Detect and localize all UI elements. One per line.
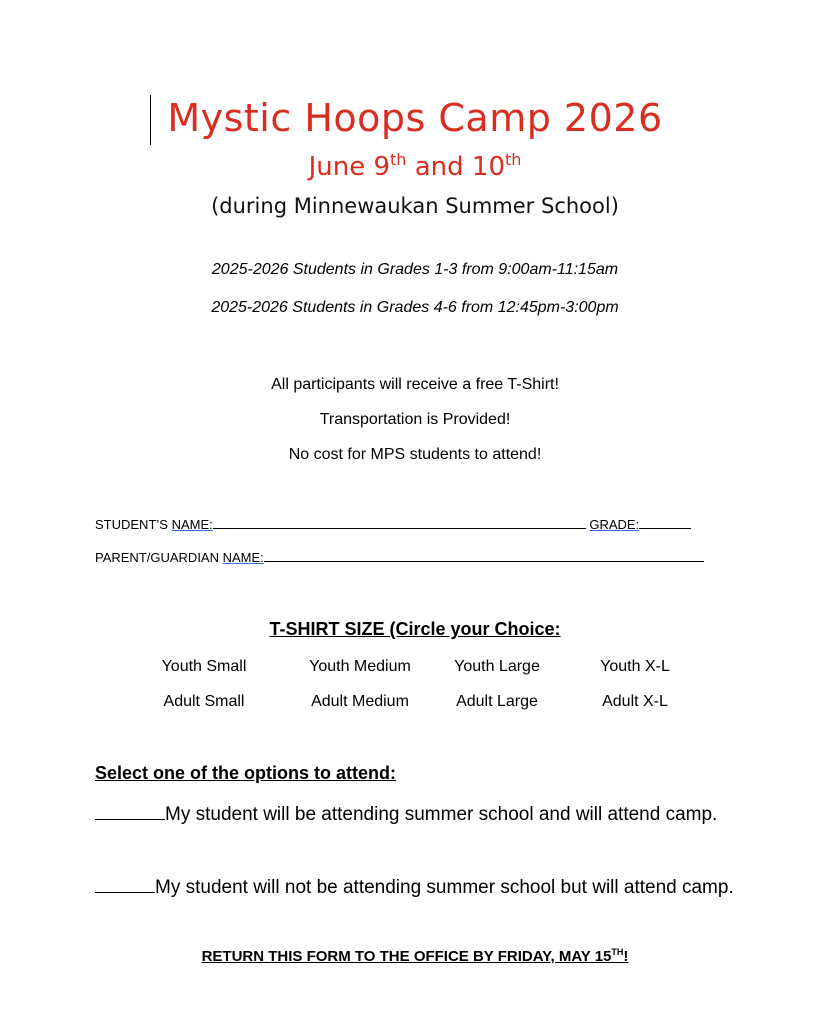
- return-sup: TH: [611, 947, 624, 957]
- option-2-text: My student will not be attending summer school but will attend camp.: [155, 877, 734, 898]
- date-sup-2: th: [504, 150, 522, 169]
- parent-name-label: NAME:: [222, 550, 264, 565]
- date-text-2: and 10: [406, 152, 505, 182]
- info-line-tshirt: All participants will receive a free T-Shirt!: [271, 376, 559, 393]
- info-line-transport: Transportation is Provided!: [319, 411, 511, 428]
- size-adult-large[interactable]: Adult Large: [456, 693, 538, 710]
- option-1-blank[interactable]: [95, 801, 165, 820]
- subtitle: (during Minnewaukan Summer School): [211, 194, 619, 218]
- schedule-line-2: 2025-2026 Students in Grades 4-6 from 12:45pm-3:00pm: [211, 299, 619, 316]
- student-label-prefix: STUDENT’S: [95, 517, 172, 532]
- camp-dates: [0, 152, 830, 182]
- tshirt-size-title: T-SHIRT SIZE (Circle your Choice:: [269, 619, 561, 639]
- size-adult-medium[interactable]: Adult Medium: [311, 693, 409, 710]
- parent-label-prefix: PARENT/GUARDIAN: [95, 550, 223, 565]
- date-text-1: June 9: [308, 152, 391, 182]
- option-1-text: My student will be attending summer school and will attend camp.: [165, 804, 718, 825]
- return-instruction: [0, 948, 830, 965]
- student-name-label: NAME:: [171, 517, 213, 532]
- size-youth-medium[interactable]: Youth Medium: [309, 658, 411, 675]
- student-name-row: [95, 516, 691, 532]
- size-adult-xl[interactable]: Adult X-L: [602, 693, 668, 710]
- attend-option-1: [95, 799, 745, 831]
- return-end: !: [623, 948, 629, 965]
- parent-name-blank[interactable]: [264, 549, 704, 562]
- schedule-line-1: 2025-2026 Students in Grades 1-3 from 9:00am-11:15am: [211, 261, 619, 278]
- grade-label: GRADE:: [589, 517, 640, 532]
- info-line-cost: No cost for MPS students to attend!: [288, 446, 542, 463]
- size-adult-small[interactable]: Adult Small: [163, 693, 245, 710]
- attend-options-title: Select one of the options to attend:: [95, 763, 396, 783]
- page-title: Mystic Hoops Camp 2026: [167, 96, 663, 140]
- attend-option-2: [95, 872, 745, 904]
- size-youth-xl[interactable]: Youth X-L: [600, 658, 670, 675]
- size-youth-large[interactable]: Youth Large: [454, 658, 540, 675]
- size-youth-small[interactable]: Youth Small: [161, 658, 247, 675]
- return-text: RETURN THIS FORM TO THE OFFICE BY FRIDAY, MAY 15: [201, 948, 612, 965]
- grade-blank[interactable]: [639, 516, 691, 529]
- option-2-blank[interactable]: [95, 874, 155, 893]
- date-sup-1: th: [390, 150, 407, 169]
- student-name-blank[interactable]: [213, 516, 586, 529]
- parent-name-row: [95, 549, 704, 565]
